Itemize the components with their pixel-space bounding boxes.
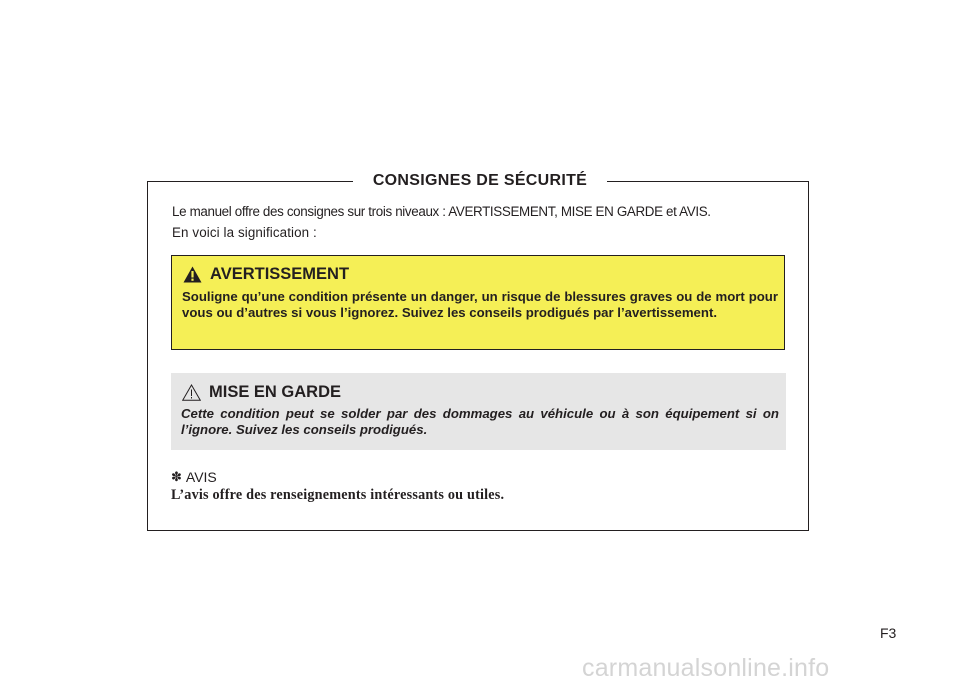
section-title: CONSIGNES DE SÉCURITÉ — [353, 170, 607, 192]
caution-box — [171, 373, 786, 450]
notice-description: L’avis offre des renseignements intéressants ou utiles. — [171, 487, 505, 503]
page-number: F3 — [880, 625, 897, 641]
notice-header — [171, 469, 217, 485]
caution-title: MISE EN GARDE — [209, 382, 342, 401]
notice-title: AVIS — [185, 469, 217, 485]
warning-description: Souligne qu’une condition présente un danger, un risque de blessures graves ou de mort pour vous ou d’autres si vous l’ignorez. Suivez les conseils prodigués par l’avertissement. — [182, 289, 778, 320]
watermark: carmanualsonline.info — [582, 654, 830, 682]
intro-text-line-2: En voici la signification : — [172, 225, 317, 240]
caution-triangle-outline-icon — [182, 384, 201, 401]
warning-title: AVERTISSEMENT — [210, 264, 350, 283]
warning-triangle-icon — [183, 266, 202, 283]
caution-description: Cette condition peut se solder par des dommages au véhicule ou à son équipement si on l’ignore. Suivez les conseils prodigués. — [181, 406, 779, 437]
asterisk-icon: ✽ — [171, 469, 182, 484]
warning-header — [183, 264, 349, 284]
intro-text-line-1: Le manuel offre des consignes sur trois niveaux : AVERTISSEMENT, MISE EN GARDE et AVIS. — [172, 204, 711, 219]
warning-box — [171, 255, 785, 350]
caution-header — [182, 381, 341, 403]
